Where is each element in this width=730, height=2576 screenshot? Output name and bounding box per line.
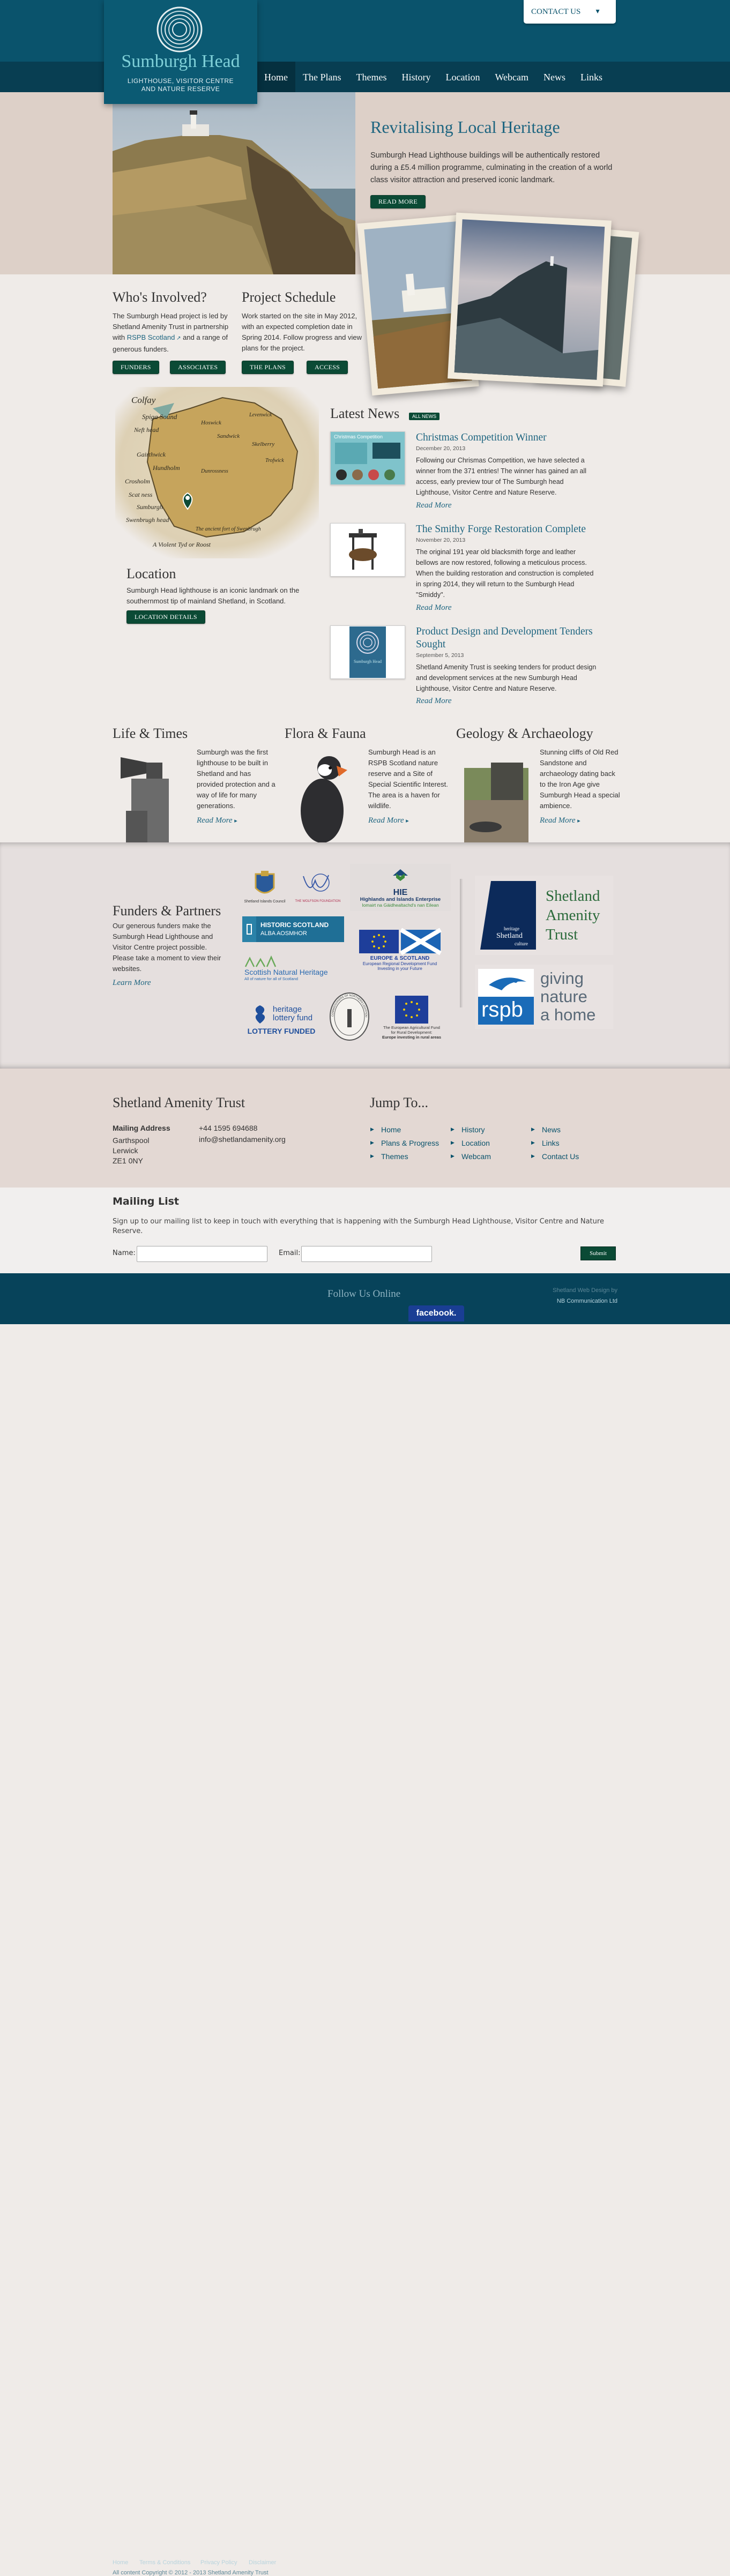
christmas-thumb-caption: Christmas Competition [334, 434, 383, 439]
rspb-tagline-3: a home [540, 1005, 596, 1024]
product-thumb-logo-text: Sumburgh Head [353, 659, 382, 664]
hlf-text-1: heritage [272, 1005, 302, 1014]
hlf-text-2: lottery fund [272, 1013, 313, 1022]
archaeology-photo [459, 746, 531, 843]
hero-text: Sumburgh Head Lighthouse buildings will be authentically restored during a £5.4 million programme, culminating in the creation of a world class visitor attraction and preserved iconic landmark. [370, 151, 613, 184]
wolfson-logo-text: THE WOLFSON FOUNDATION [295, 900, 341, 903]
news-date: December 20, 2013 [416, 445, 466, 452]
news-read-more-link[interactable]: Read More [416, 697, 452, 705]
news-read-more-link[interactable]: Read More [416, 501, 452, 510]
europe-scotland-logo[interactable] [355, 928, 445, 972]
news-title-link[interactable]: Product Design and Development Tenders Sought [416, 626, 593, 650]
funders-learn-more-link[interactable]: Learn More [113, 979, 151, 987]
location-card [113, 387, 322, 623]
map-label-sumburgh: Sumburgh [137, 503, 163, 511]
sat-shetland-text: Shetland [496, 932, 523, 940]
funders-text: Our generous funders make the Sumburgh Head Lighthouse and Visitor Centre project possible. Please take a moment to view their websites. [113, 922, 221, 973]
logo-subtitle [104, 77, 257, 93]
sic-logo-text: Shetland Islands Council [244, 899, 286, 904]
mailing-list-text: Sign up to our mailing list to keep in touch with everything that is happening with the Sumburgh Head Lighthouse, Visitor Centre and Nature Reserve. [113, 1218, 604, 1235]
feature-read-more-link[interactable] [540, 816, 580, 825]
jump-link-location[interactable]: ▶ Location [451, 1139, 490, 1147]
jump-link-home[interactable]: ▶ Home [370, 1125, 401, 1134]
nav-home[interactable]: Home [257, 62, 295, 92]
map-label-neft-head: Neft head [134, 426, 159, 434]
address-line-3: ZE1 0NY [113, 1156, 143, 1165]
sat-name-text: Shetland Amenity Trust [546, 887, 600, 943]
map-label-violent-tyd: A Violent Tyd or Roost [153, 541, 211, 548]
bottom-link-home[interactable]: Home [113, 2559, 129, 2566]
news-body: The original 191 year old blacksmith forge and leather bellows are now restored, following a meticulous process. When the building restoration and construction is completed in spring 2014, they will return to the Sumburgh Head "Smiddy". [416, 548, 594, 599]
copyright-text: All content Copyright © 2012 - 2013 Shetland Amenity Trust [113, 2570, 269, 2576]
bottom-link-privacy[interactable]: Privacy Policy [200, 2559, 237, 2566]
rspb-tagline-2: nature [540, 987, 587, 1006]
whos-involved-title: Who's Involved? [113, 289, 207, 305]
news-item [330, 523, 598, 619]
news-item [330, 625, 598, 711]
credit-link[interactable]: NB Communication Ltd [556, 1298, 617, 1304]
logo-title: Sumburgh Head [121, 51, 240, 71]
location-details-button[interactable]: LOCATION DETAILS [126, 610, 205, 624]
funders-divider [460, 879, 463, 1007]
whos-involved-text [113, 311, 233, 355]
location-text: Sumburgh Head lighthouse is an iconic landmark on the southernmost tip of mainland Shetland, in Scotland. [126, 586, 300, 605]
eu-scotland-text: EUROPE & SCOTLAND [370, 955, 430, 961]
nav-themes[interactable]: Themes [356, 72, 387, 83]
nav-links[interactable]: Links [580, 72, 603, 83]
feature-title: Flora & Fauna [285, 726, 366, 741]
nav-the-plans[interactable]: The Plans [303, 72, 341, 83]
snh-text: Scottish Natural Heritage [244, 967, 328, 976]
access-button[interactable]: ACCESS [307, 361, 348, 374]
follow-us-title: Follow Us Online [327, 1288, 401, 1300]
map-label-trofwick: Trofwick [265, 458, 284, 464]
eafrd-logo[interactable] [374, 991, 450, 1044]
news-date: September 5, 2013 [416, 652, 464, 659]
nlb-text-path: COMMISSIONERS OF NORTHERN LIGHTHOU [331, 994, 368, 1018]
news-thumb-christmas[interactable] [330, 431, 405, 485]
wolfson-foundation-logo[interactable] [294, 865, 342, 908]
nav-news[interactable]: News [543, 72, 565, 83]
historic-scotland-logo[interactable] [242, 916, 344, 942]
chevron-right-icon: ▸ [234, 818, 237, 824]
puffin-photo [287, 746, 360, 843]
news-thumb-product-design[interactable] [330, 625, 405, 679]
eafrd-text-1: The European Agricultural Fund [383, 1025, 440, 1030]
project-schedule-section [242, 289, 362, 354]
map-label-hoswick: Hoswick [201, 420, 221, 426]
chevron-down-icon: ▼ [594, 8, 601, 15]
shetland-amenity-trust-logo[interactable] [475, 876, 613, 955]
hie-logo-text: Highlands and Islands Enterprise [360, 897, 441, 902]
footer-org-title: Shetland Amenity Trust [113, 1095, 245, 1110]
hero-read-more-button[interactable]: READ MORE [370, 195, 426, 208]
name-input[interactable] [137, 1246, 267, 1262]
historic-map-image [115, 387, 319, 558]
associates-button[interactable]: ASSOCIATES [170, 361, 226, 374]
shetland-islands-council-logo[interactable] [242, 865, 287, 908]
hero-lighthouse-photo [113, 92, 355, 274]
hie-abbr-text: HIE [393, 888, 408, 897]
nav-location[interactable]: Location [445, 72, 480, 83]
all-news-button[interactable]: ALL NEWS [409, 413, 440, 420]
snh-sub-text: All of nature for all of Scotland [244, 976, 299, 981]
map-label-skelberry: Skelberry [252, 441, 275, 447]
whos-involved-text-pre: The Sumburgh Head project is led by Shetland Amenity Trust in partnership with [113, 312, 229, 341]
web-design-credit [516, 1285, 617, 1306]
rspb-tagline-1: giving [540, 969, 584, 988]
hie-gaelic-text: Iomairt na Gàidhealtachd's nan Eilean [362, 902, 439, 908]
location-title: Location [126, 566, 176, 581]
photo-frame-cliffs [448, 213, 612, 387]
funders-title: Funders & Partners [113, 903, 221, 919]
map-label-ancient-fort: The ancient fort of Swenbrugh [196, 526, 261, 532]
facebook-button[interactable]: facebook. [408, 1305, 464, 1321]
map-label-gairthwick: Gairthwick [137, 451, 166, 458]
erdf-text: European Regional Development Fund [362, 961, 437, 966]
map-label-dunrossness: Dunrossness [201, 468, 228, 474]
feature-title: Life & Times [113, 726, 188, 741]
map-label-scat-ness: Scat ness [129, 491, 153, 498]
chevron-right-icon: ▸ [406, 818, 409, 824]
map-label-hundholm: Hundholm [153, 464, 180, 472]
funders-button[interactable]: FUNDERS [113, 361, 159, 374]
site-logo[interactable] [104, 0, 257, 104]
whos-involved-text-post: and a range of generous funders. [113, 333, 228, 353]
rspb-logo[interactable] [475, 965, 613, 1029]
foghorn-photo [115, 746, 188, 843]
logo-subtitle-line1: LIGHTHOUSE, VISITOR CENTRE [127, 77, 234, 85]
email-link[interactable]: info@shetlandamenity.org [199, 1135, 286, 1144]
news-title-link[interactable]: Christmas Competition Winner [416, 432, 547, 443]
eafrd-text-3: Europe investing in rural areas [382, 1035, 442, 1040]
feature-text: Sumburgh was the first lighthouse to be built in Shetland and has provided protection and a way of life for many generations. [197, 748, 275, 810]
heritage-lottery-fund-logo[interactable] [244, 998, 319, 1041]
lottery-funded-text: LOTTERY FUNDED [247, 1027, 316, 1035]
northern-lighthouse-board-logo[interactable] [327, 990, 372, 1043]
hero-title: Revitalising Local Heritage [370, 117, 560, 137]
historic-scotland-text: HISTORIC SCOTLAND [260, 921, 329, 929]
chevron-right-icon: ▸ [577, 818, 580, 824]
feature-read-more-label: Read More [368, 816, 404, 825]
news-read-more-link[interactable]: Read More [416, 603, 452, 612]
mailing-list-title: Mailing List [113, 1196, 180, 1207]
sat-heritage-text: heritage [504, 926, 519, 931]
jump-link-history[interactable]: ▶ History [451, 1125, 485, 1134]
map-label-sandwick: Sandwick [217, 433, 240, 439]
eafrd-text-2: for Rural Development: [391, 1030, 433, 1035]
mailing-address-label: Mailing Address [113, 1124, 170, 1132]
external-link-icon: ↗ [175, 335, 181, 341]
feature-text: Stunning cliffs of Old Red Sandstone and archaeology dating back to the Iron Age give Sumburgh Head a special ambience. [540, 748, 620, 810]
sat-culture-text: culture [515, 941, 528, 946]
bottom-link-terms[interactable]: Terms & Conditions [139, 2559, 191, 2566]
hie-logo[interactable] [350, 864, 451, 911]
news-date: November 20, 2013 [416, 537, 466, 543]
jump-link-themes[interactable]: ▶ Themes [370, 1152, 408, 1161]
historic-scotland-gaelic-text: ALBA AOSMHOR [260, 930, 307, 937]
jump-link-webcam[interactable]: ▶ Webcam [451, 1152, 491, 1161]
latest-news-title: Latest News [330, 406, 400, 421]
contact-us-dropdown[interactable] [524, 0, 616, 24]
jump-link-contact[interactable]: ▶ Contact Us [531, 1152, 579, 1161]
map-label-levenwick: Levenwick [249, 412, 272, 418]
project-schedule-title: Project Schedule [242, 289, 336, 305]
mailing-address [113, 1136, 149, 1166]
news-body: Following our Chrismas Competition, we have selected a winner from the 371 entries! The winner has gained an all access, early preview tour of The Sumburgh head Lighthouse, Visitor Centre and Nature Reserve. [416, 457, 587, 496]
jump-link-links[interactable]: ▶ Links [531, 1139, 560, 1147]
address-line-1: Garthspool [113, 1136, 150, 1145]
the-plans-button[interactable]: THE PLANS [242, 361, 294, 374]
news-item [330, 431, 598, 517]
nav-webcam[interactable]: Webcam [495, 72, 528, 83]
news-thumb-smithy[interactable] [330, 523, 405, 577]
rspb-abbr-text: rspb [481, 998, 523, 1021]
jump-link-news[interactable]: ▶ News [531, 1125, 561, 1134]
bottom-link-disclaimer[interactable]: Disclaimer [249, 2559, 277, 2566]
news-body: Shetland Amenity Trust is seeking tenders for product design and development services at the new Sumburgh Head Lighthouse, Visitor Centre and Nature Reserve. [416, 663, 597, 692]
credit-line-1: Shetland Web Design by [553, 1287, 617, 1294]
phone-number: +44 1595 694688 [199, 1124, 258, 1132]
footer-info [0, 1069, 730, 1188]
project-schedule-text: Work started on the site in May 2012, with an expected completion date in Spring 2014. Follow progress and view plans for the project. [242, 312, 362, 352]
contact-us-label: CONTACT US [531, 8, 581, 16]
jump-to-title: Jump To... [370, 1095, 428, 1110]
email-input[interactable] [301, 1246, 432, 1262]
rspb-scotland-link[interactable]: RSPB Scotland [126, 333, 175, 341]
email-label: Email: [279, 1249, 301, 1257]
feature-title: Geology & Archaeology [456, 726, 593, 741]
map-label-colfay: Colfay [131, 395, 156, 405]
lighthouse-rings-icon [155, 5, 204, 54]
address-line-2: Lerwick [113, 1146, 138, 1155]
submit-button[interactable]: Submit [580, 1246, 616, 1260]
nav-history[interactable]: History [401, 72, 431, 83]
map-label-spiga-sound: Spiga Sound [142, 413, 177, 421]
jump-link-plans[interactable]: ▶ Plans & Progress [370, 1139, 439, 1147]
erdf-sub-text: Investing in your Future [377, 966, 422, 971]
name-label: Name: [113, 1249, 136, 1257]
main-nav [257, 62, 610, 92]
news-title-link[interactable]: The Smithy Forge Restoration Complete [416, 524, 586, 535]
feature-read-more-label: Read More [197, 816, 233, 825]
feature-read-more-link[interactable] [368, 816, 409, 825]
logo-subtitle-line2: AND NATURE RESERVE [141, 85, 220, 93]
feature-read-more-label: Read More [540, 816, 576, 825]
feature-text: Sumburgh Head is an RSPB Scotland nature reserve and a Site of Special Scientific Interest. The area is a haven for wildlife. [368, 748, 448, 810]
map-label-crosholm: Crosholm [125, 477, 150, 485]
whos-involved-section [113, 289, 233, 355]
scottish-natural-heritage-logo[interactable] [244, 952, 345, 985]
feature-read-more-link[interactable] [197, 816, 237, 825]
map-label-swenbrugh-head: Swenbrugh head [126, 516, 169, 524]
